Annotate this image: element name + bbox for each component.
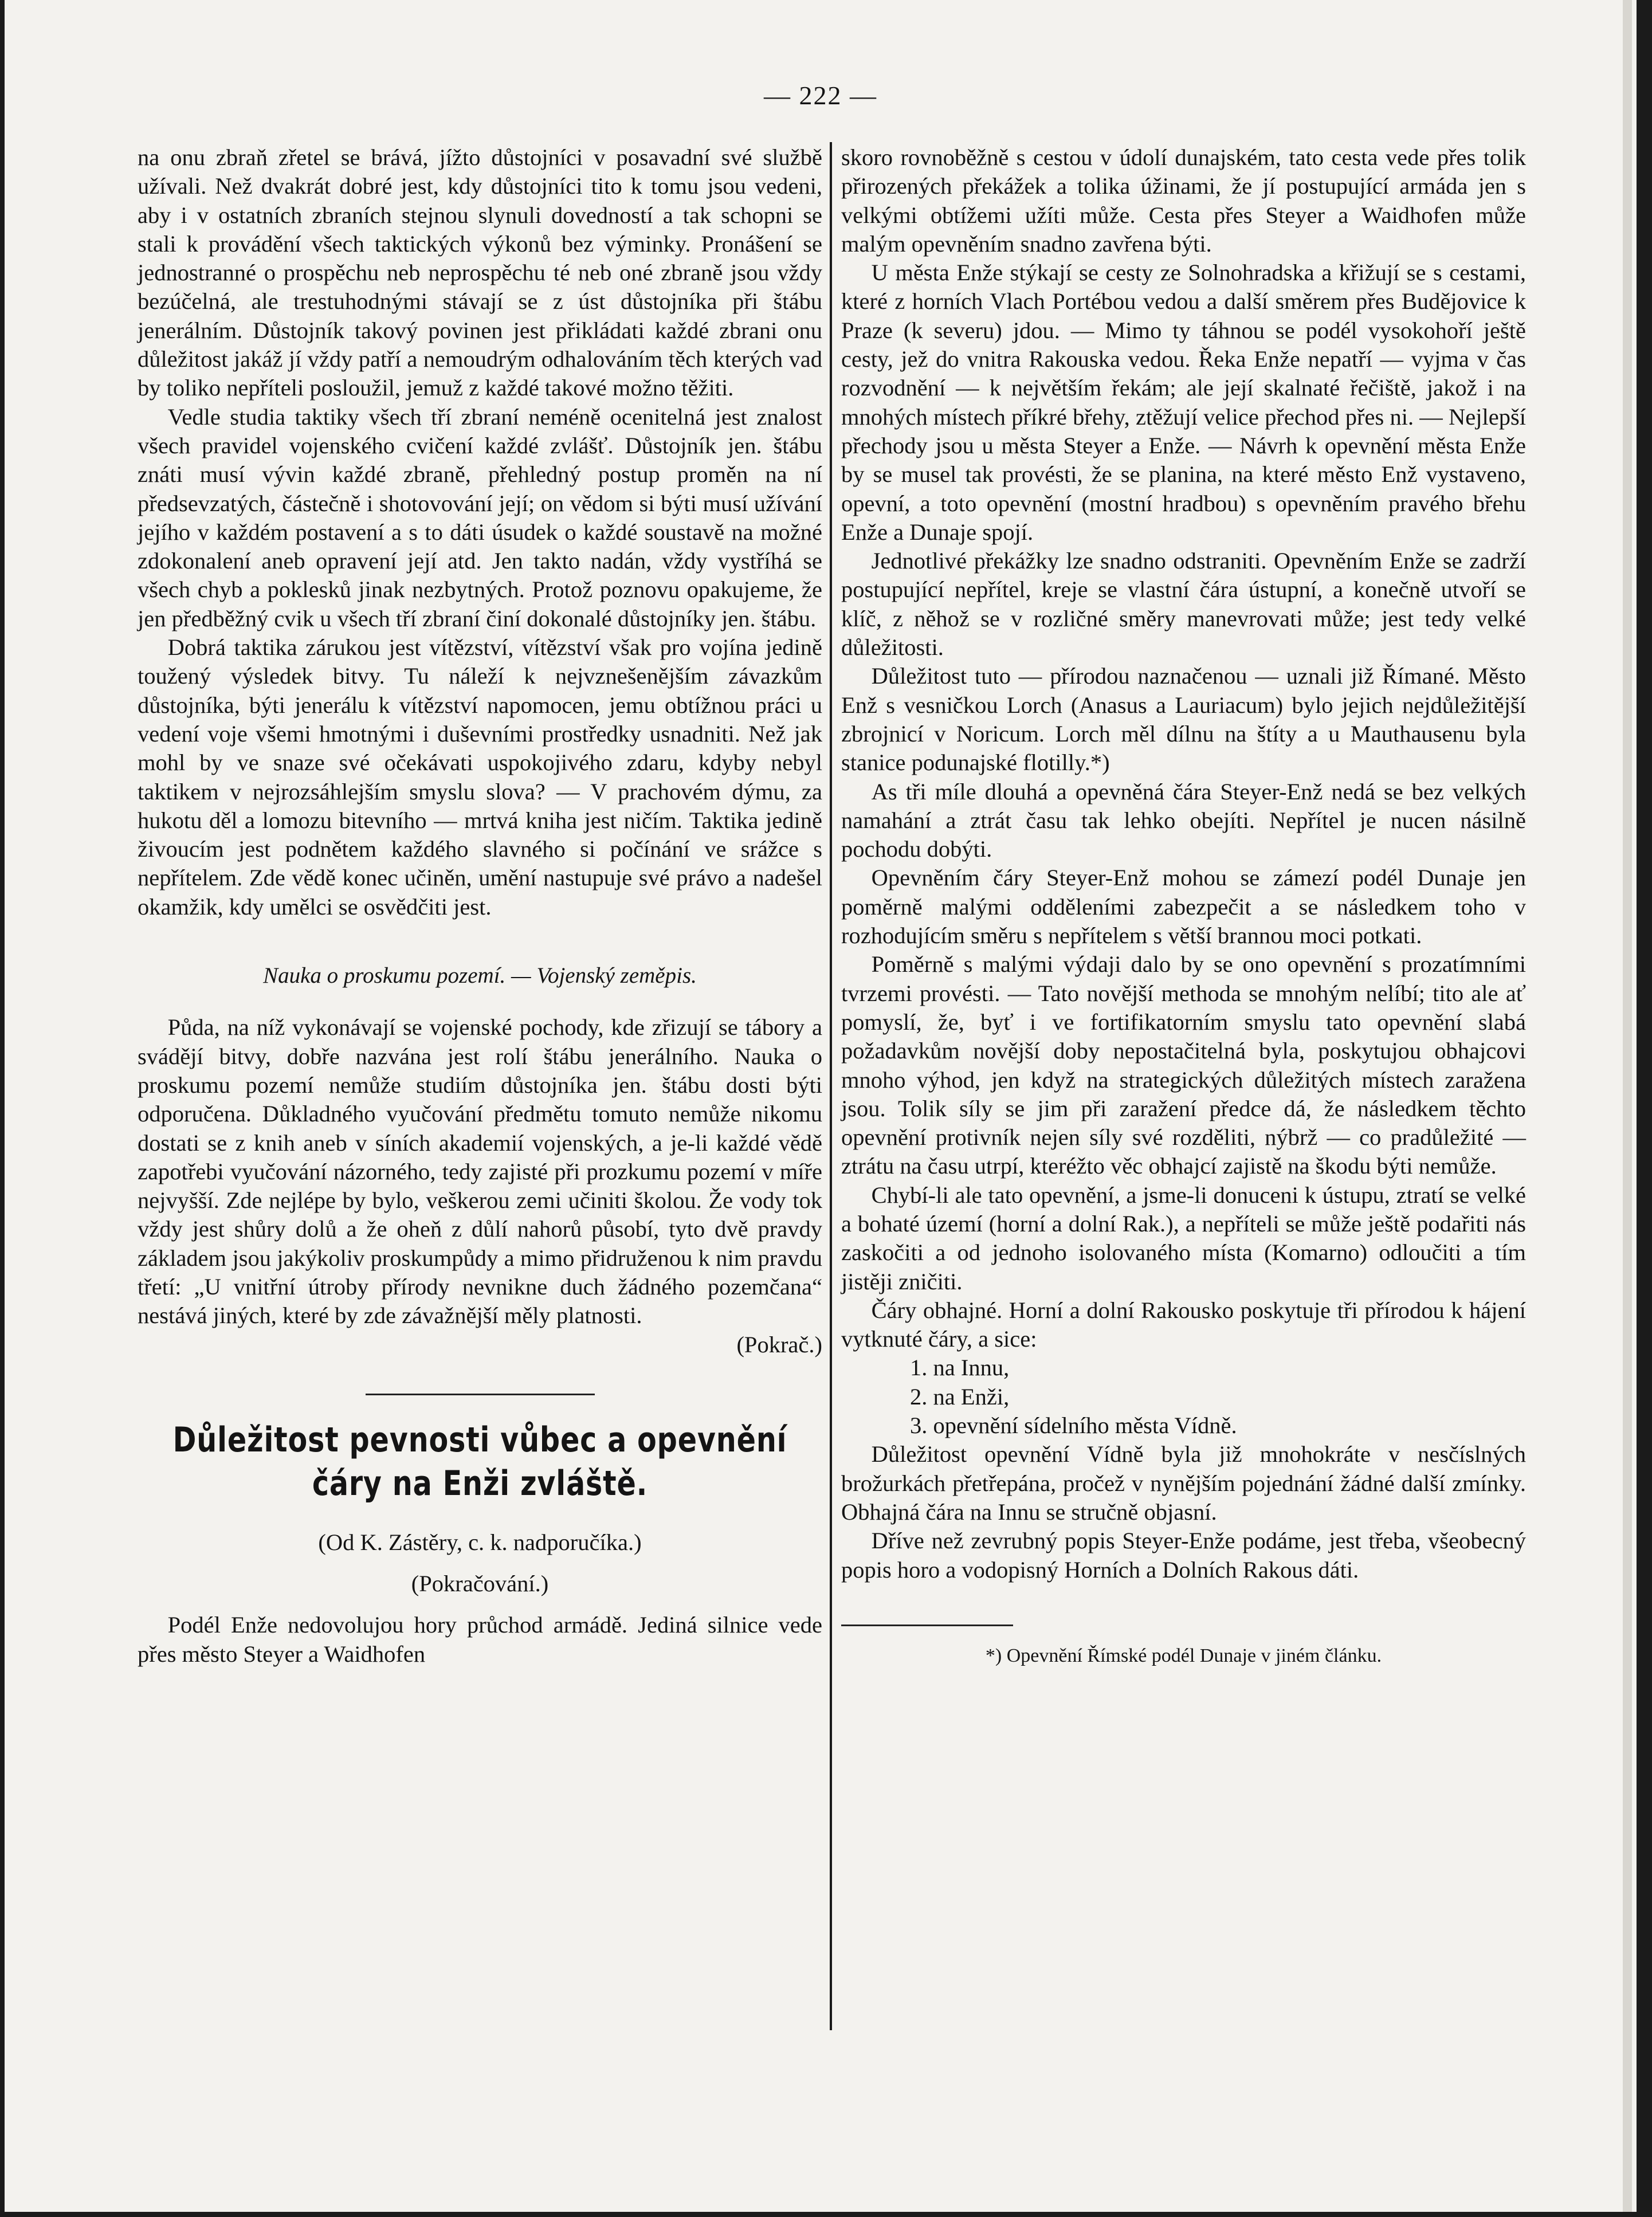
newspaper-page [5, 0, 1637, 2212]
paragraph: na onu zbraň zřetel se brává, jížto důstojníci v posavadní své službě užívali. Než dvakrát dobré jest, kdy důstojníci tito k tomu jsou vedeni, aby i v ostatních zbraních stejnou slynuli dovedností a tak schopni se stali k provádění všech taktických výkonů bez výminky. Pronášení se jednostranné o prospěchu neb neprospěchu té neb oné zbraně jsou vždy bezúčelná, ale trestuhodnými stávají se z úst důstojníka při štábu jenerálním. Důstojník takový povinen jest přikládati každé zbrani onu důležitost jakáž jí vždy patří a nemoudrým odhalováním těch kterých vad by toliko nepříteli posloužil, jemuž z každé takové možno těžiti. [138, 144, 822, 401]
paragraph: Půda, na níž vykonávají se vojenské pochody, kde zřizují se tábory a svádějí bitvy, dobře nazvána jest rolí štábu jenerálního. Nauka o proskumu pozemí nemůže studiím důstojníka jen. štábu dosti býti odporučena. Důkladného vyučování předmětu tomuto nemůže nikomu dostati se z knih aneb v síních akademií vojenských, a je-li každé vědě zapotřebi vyučování názorného, tedy zajisté při prozkumu pozemí v míře nejvyšší. Zde nejlépe by bylo, veškerou zemi učiniti školou. Že vody tok vždy jest shůry dolů a že oheň z důlí nahorů působí, tyto dvě pravdy základem jsou jakýkoliv proskumpůdy a mimo přidruženou k nim pravdu třetí: „U vnitřní útroby přírody nevnikne duch žádného pozemčana“ nestává jiných, které by zde závažnější měly platnosti. [138, 1014, 822, 1329]
list-item: 3. opevnění sídelního města Vídně. [910, 1412, 1237, 1439]
article-title: Důležitost pevnosti vůbec a opevnění čáry na Enži zvláště. [172, 1419, 787, 1504]
paragraph: Čáry obhajné. Horní a dolní Rakousko poskytuje tři přírodou k hájení vytknuté čáry, a sice: [841, 1297, 1526, 1352]
article-byline: (Od K. Zástěry, c. k. nadporučíka.) [318, 1529, 642, 1555]
continued-line [138, 1331, 822, 1359]
paragraph: Vedle studia taktiky všech tří zbraní neméně ocenitelná jest znalost všech pravidel vojenského cvičení každé zvlášť. Důstojník jen. štábu znáti musí vývin každé zbraně, přehledný postup proměn na ní předsevzatých, částečně i shotovování její; on vědom si býti musí užívání jejího v každém postavení a s to dáti úsudek o každé soustavě na možné zdokonalení aneb opravení její atd. Jen takto nadán, vždy vystříhá se všech chyb a poklesků jinak nezbytných. Protož poznovu opakujeme, že jen předběžný cvik u všech tří zbraní činí dokonalé důstojníky jen. štábu. [138, 403, 822, 631]
column-divider [830, 142, 832, 2030]
paragraph: Poměrně s malými výdaji dalo by se ono opevnění s prozatímními tvrzemi provésti. — Tato novější methoda se mnohým nelíbí; tito ale ať pomyslí, že, byť i ve fortifikatorním smyslu tato opevnění slabá požadavkům novější doby nepostačitelná byla, poskytujou obhajcovi mnoho výhod, jen když na strategických důležitých místech zaražena jsou. Tolik síly se jim při zaražení předce dá, že následkem těchto opevnění protivník nejen síly své rozděliti, nýbrž — co pradůležité — ztrátu na času utrpí, kteréžto věc obhajcí zajistě na škodu býti nemůže. [841, 951, 1526, 1179]
paragraph: Důležitost opevnění Vídně byla již mnohokráte v nesčíslných brožurkách přetřepána, pročež v nynějším pojednání žádné další zmínky. Obhajná čára na Innu se stručně objasní. [841, 1441, 1526, 1525]
paragraph: Důležitost tuto — přírodou naznačenou — uznali již Římané. Město Enž s vesničkou Lorch (Anasus a Lauriacum) bylo jejich nejdůležitější zbrojnicí v Noricum. Lorch měl dílnu na štíty a u Mauthausenu byla stanice podunajské flotilly.*) [841, 663, 1526, 776]
paragraph: Jednotlivé překážky lze snadno odstraniti. Opevněním Enže se zadrží postupující nepřítel, kreje se vlastní čára ústupní, a konečně utvoří se klíč, z něhož se v rozličné směry manevrovati může; jest tedy velké důležitosti. [841, 548, 1526, 661]
continuation-note: (Pokračování.) [411, 1571, 549, 1597]
right-column [841, 143, 1526, 1669]
paragraph: Opevněním čáry Steyer-Enž mohou se zámezí podél Dunaje jen poměrně malými odděleními zabezpečit a se následkem toho v rozhodujícím směru s nepřítelem s větší brannou moci potkati. [841, 865, 1526, 949]
footnote-divider [841, 1625, 1013, 1626]
left-column [138, 143, 822, 1669]
list-item: 1. na Innu, [910, 1355, 1010, 1381]
section-subheading: Nauka o proskumu pozemí. — Vojenský zeměpis. [263, 963, 697, 988]
footnote: *) Opevnění Římské podél Dunaje v jiném článku. [985, 1645, 1382, 1666]
paragraph: As tři míle dlouhá a opevněná čára Steyer-Enž nedá se bez velkých namahání a ztrát času tak lehko obejíti. Nepřítel je nucen násilně pochodu dobýti. [841, 778, 1526, 862]
paragraph: Podél Enže nedovolujou hory průchod armádě. Jediná silnice vede přes město Steyer a Waidhofen [138, 1612, 822, 1667]
paragraph: Chybí-li ale tato opevnění, a jsme-li donuceni k ústupu, ztratí se velké a bohaté území (horní a dolní Rak.), a nepříteli se může ještě podařiti nás zaskočiti a od jednoho isolovaného místa (Komarno) odloučiti a tím jistěji zničiti. [841, 1182, 1526, 1294]
continued-note: (Pokrač.) [736, 1331, 822, 1357]
page-edge [1623, 0, 1632, 2212]
list-item: 2. na Enži, [910, 1383, 1010, 1410]
page-number: — 222 — [764, 81, 877, 110]
paragraph: Dobrá taktika zárukou jest vítězství, vítězství však pro vojína jedině toužený výsledek bitvy. Tu náleží k nejvznešenějším závazkům důstojníka, býti jenerálu k vítězství napomocen, jemu obtížnou práci u vedení voje všemi hmotnými i duševními prostředky usnadniti. Než jak mohl by ve snaze své očekávati uspokojivého zdaru, kdyby nebyl taktikem v nejrozsáhlejším smyslu slova? — V prachovém dýmu, za hukotu děl a lomozu bitevního — mrtvá kniha jest ničím. Taktika jedině živoucím jest podnětem každého slavného si počínání ve srážce s nepřítelem. Zde vědě konec učiněn, umění nastupuje své právo a nadešel okamžik, kdy umělci se osvědčiti jest. [138, 634, 822, 920]
section-divider [366, 1394, 595, 1395]
paragraph: U města Enže stýkají se cesty ze Solnohradska a křižují se s cestami, které z horních Vlach Portébou vedou a další směrem přes Budějovice k Praze (k severu) jdou. — Mimo ty táhnou se podél vysokohoří ještě cesty, jež do vnitra Rakouska vedou. Řeka Enže nepatří — vyjma v čas rozvodnění — k největším řekám; ale její skalnaté řečiště, jakož i na mnohých místech příkré břehy, ztěžují velice přechod přes ni. — Nejlepší přechody jsou u města Steyer a Enže. — Návrh k opevnění města Enže by se musel tak provésti, že se planina, na které město Enž vystaveno, opevní, a toto opevnění (mostní hradbou) s opevněním pravého břehu Enže a Dunaje spojí. [841, 260, 1526, 545]
paragraph: Dříve než zevrubný popis Steyer-Enže podáme, jest třeba, všeobecný popis horo a vodopisný Horních a Dolních Rakous dáti. [841, 1528, 1526, 1583]
paragraph: skoro rovnoběžně s cestou v údolí dunajském, tato cesta vede přes tolik přirozených překážek a tolika úžinami, že jí postupující armáda jen s velkými obtížemi užíti může. Cesta přes Steyer a Waidhofen může malým opevněním snadno zavřena býti. [841, 144, 1526, 257]
